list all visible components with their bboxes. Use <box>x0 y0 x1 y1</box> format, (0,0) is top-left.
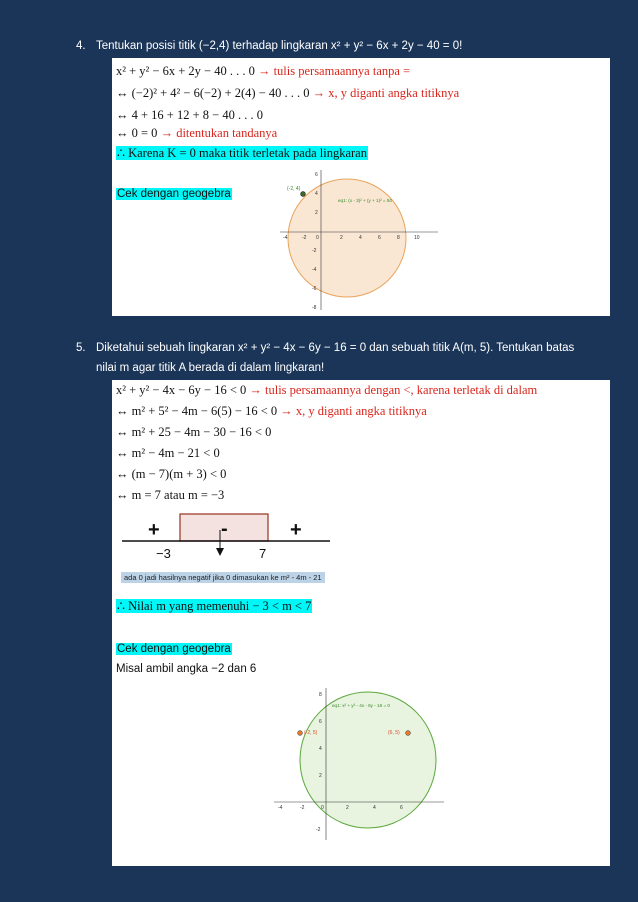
tick-label: 4 <box>373 805 376 811</box>
tick-label: 0 <box>321 805 324 811</box>
tick-label: 2 <box>315 210 318 216</box>
tick-label: 0 <box>316 235 319 241</box>
conclusion: ∴ Nilai m yang memenuhi − 3 < m < 7 <box>117 599 312 613</box>
tick-label: -2 <box>312 248 317 254</box>
geogebra-graph-4 <box>276 166 446 312</box>
tick-label: -2 <box>316 827 321 833</box>
conclusion: ∴ Karena K = 0 maka titik terletak pada lingkaran <box>117 146 367 160</box>
tick-label: 8 <box>319 692 322 698</box>
geogebra-label: Cek dengan geogebra <box>117 188 231 200</box>
sign-middle: - <box>221 518 228 540</box>
question-number: 4. <box>76 40 86 52</box>
step-line: ↔ 0 = 0 → ditentukan tandanya <box>116 126 278 140</box>
tick-label: 6 <box>400 805 403 811</box>
tick-label: 8 <box>397 235 400 241</box>
point-label: (6, 5) <box>388 730 400 736</box>
question-prompt-line2: nilai m agar titik A berada di dalam lingkaran! <box>96 362 325 374</box>
tick-label: -8 <box>312 305 317 311</box>
question-prompt-line1: Diketahui sebuah lingkaran x² + y² − 4x − 6y − 16 = 0 dan sebuah titik A(m, 5). Tentukan batas <box>96 342 575 354</box>
tick-label: 2 <box>340 235 343 241</box>
tick-label: 2 <box>346 805 349 811</box>
root-label: −3 <box>156 546 171 561</box>
tick-label: -6 <box>312 286 317 292</box>
tick-label: 6 <box>315 172 318 178</box>
point-marker <box>301 192 306 197</box>
question-prompt: Tentukan posisi titik (−2,4) terhadap lingkaran x² + y² − 6x + 2y − 40 = 0! <box>96 40 463 52</box>
point-label: (-2, 5) <box>304 730 318 736</box>
example-text: Misal ambil angka −2 dan 6 <box>116 663 257 675</box>
tick-label: -2 <box>302 235 307 241</box>
tick-label: -4 <box>312 267 317 273</box>
solution-panel-4 <box>112 58 610 316</box>
tick-label: -4 <box>278 805 283 811</box>
question-number: 5. <box>76 342 86 354</box>
question-5 <box>76 338 616 358</box>
tick-label: -2 <box>300 805 305 811</box>
step-line: ↔ (m − 7)(m + 3) < 0 <box>116 467 227 481</box>
step-line: ↔ m² + 25 − 4m − 30 − 16 < 0 <box>116 425 272 439</box>
point-marker <box>298 731 303 736</box>
geogebra-graph-5 <box>270 684 446 842</box>
sign-right: + <box>290 519 302 541</box>
tick-label: 4 <box>319 746 322 752</box>
sign-left: + <box>148 519 160 541</box>
root-label: 7 <box>259 546 267 561</box>
step-line: ↔ m² − 4m − 21 < 0 <box>116 446 220 460</box>
equation-label: eq1: x² + y² - 4x - 6y - 16 = 0 <box>332 703 390 708</box>
sign-note: ada 0 jadi hasilnya negatif jika 0 dimasukan ke m² - 4m - 21 <box>121 572 325 583</box>
tick-label: 10 <box>414 235 420 241</box>
tick-label: 4 <box>359 235 362 241</box>
step-line: x² + y² − 6x + 2y − 40 . . . 0 → tulis persamaannya tanpa = <box>116 64 411 78</box>
step-line: ↔ 4 + 16 + 12 + 8 − 40 . . . 0 <box>116 108 263 122</box>
step-line: x² + y² − 4x − 6y − 16 < 0 → tulis persamaannya dengan <, karena terletak di dalam <box>116 383 538 397</box>
arrow-head-icon <box>216 548 224 556</box>
sign-diagram <box>120 510 332 562</box>
tick-label: 6 <box>319 719 322 725</box>
tick-label: -4 <box>283 235 288 241</box>
geogebra-label: Cek dengan geogebra <box>117 643 231 655</box>
step-line: ↔ m² + 5² − 4m − 6(5) − 16 < 0 → x, y diganti angka titiknya <box>116 404 427 418</box>
step-line: ↔ (−2)² + 4² − 6(−2) + 2(4) − 40 . . . 0 → x, y diganti angka titiknya <box>116 86 460 100</box>
equation-label: eq1: (x - 3)² + (y + 1)² = 50 <box>338 198 392 203</box>
tick-label: 4 <box>315 191 318 197</box>
point-label: (-2, 4) <box>287 186 301 192</box>
solution-panel-5 <box>112 380 610 866</box>
point-marker <box>406 731 411 736</box>
tick-label: 2 <box>319 773 322 779</box>
question-4 <box>76 36 616 56</box>
tick-label: 6 <box>378 235 381 241</box>
question-5-cont <box>96 358 616 378</box>
step-line: ↔ m = 7 atau m = −3 <box>116 488 225 502</box>
